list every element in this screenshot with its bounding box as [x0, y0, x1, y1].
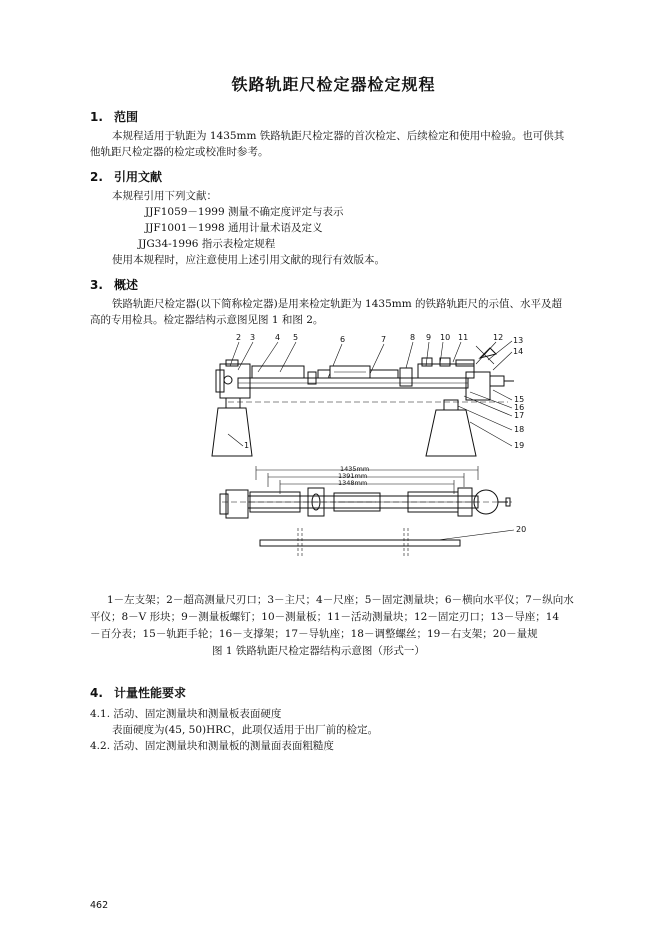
page-title: 铁路轨距尺检定器检定规程 [231, 75, 436, 94]
callout-label: 12 [493, 333, 504, 342]
section-1-para-line1: 本规程适用于轨距为 1435mm 铁路轨距尺检定器的首次检定、后续检定和使用中检验。也可供其 [112, 130, 565, 142]
callout-label: 9 [426, 333, 432, 342]
section-1-para-line2: 他轨距尺检定器的检定或校准时参考。 [90, 146, 269, 158]
callout-label: 5 [293, 333, 299, 342]
callout-label: 3 [250, 333, 256, 342]
callout-label: 19 [514, 441, 525, 450]
callout-label: 1 [244, 441, 250, 450]
clause-4-1: 4.1. 活动、固定测量块和测量板表面硬度 [90, 708, 282, 720]
section-3-para-line1: 铁路轨距尺检定器(以下简称检定器)是用来检定轨距为 1435mm 的铁路轨距尺的示值、水平及超 [112, 298, 563, 310]
callout-label: 13 [513, 336, 524, 345]
section-4-heading: 4. 计量性能要求 [90, 686, 187, 700]
callout-label: 6 [340, 335, 346, 344]
dimension-label: 1348mm [338, 479, 368, 487]
callout-label: 4 [275, 333, 281, 342]
callout-label: 15 [514, 395, 525, 404]
callout-label: 18 [514, 425, 525, 434]
reference-item: JJF1059－1999 测量不确定度评定与表示 [145, 206, 344, 218]
callout-label: 11 [458, 333, 469, 342]
callout-label: 20 [516, 525, 527, 534]
gauge-tester-diagram [208, 330, 538, 560]
figure-legend-line: －百分表；15－轨距手轮；16－支撑架；17－导轨座；18－调整螺丝；19－右支架；20－量规 [90, 628, 538, 640]
reference-item: JJG34-1996 指示表检定规程 [138, 238, 276, 250]
callout-label: 10 [440, 333, 451, 342]
page-number: 462 [90, 900, 109, 911]
callout-label: 2 [236, 333, 242, 342]
section-3-para-line2: 高的专用检具。检定器结构示意图见图 1 和图 2。 [90, 314, 324, 326]
section-1-heading: 1. 范围 [90, 110, 139, 124]
callout-label: 8 [410, 333, 416, 342]
clause-4-1-text: 表面硬度为(45, 50)HRC，此项仅适用于出厂前的检定。 [112, 724, 379, 736]
section-2-intro: 本规程引用下列文献： [112, 190, 217, 202]
callout-label: 7 [381, 335, 387, 344]
callout-label: 14 [513, 347, 524, 356]
clause-4-2: 4.2. 活动、固定测量块和测量板的测量面表面粗糙度 [90, 740, 334, 752]
section-2-heading: 2. 引用文献 [90, 170, 163, 184]
callout-label: 17 [514, 411, 525, 420]
section-3-heading: 3. 概述 [90, 278, 139, 292]
dimension-label: 1391mm [338, 472, 368, 480]
section-2-note: 使用本规程时，应注意使用上述引用文献的现行有效版本。 [112, 254, 385, 266]
figure-legend-line: 平仪；8－V 形块；9－测量板螺钉；10－测量板；11－活动测量块；12－固定刃口；13－导座；14 [90, 611, 560, 623]
reference-item: JJF1001－1998 通用计量术语及定义 [145, 222, 323, 234]
callout-label: 16 [514, 403, 525, 412]
figure-caption: 图 1 铁路轨距尺检定器结构示意图（形式一） [212, 645, 425, 657]
figure-legend-line: 1－左支架；2－超高测量尺刃口；3－主尺；4－尺座；5－固定测量块；6－横向水平仪；7－纵向水 [107, 594, 574, 606]
dimension-label: 1435mm [340, 465, 370, 473]
